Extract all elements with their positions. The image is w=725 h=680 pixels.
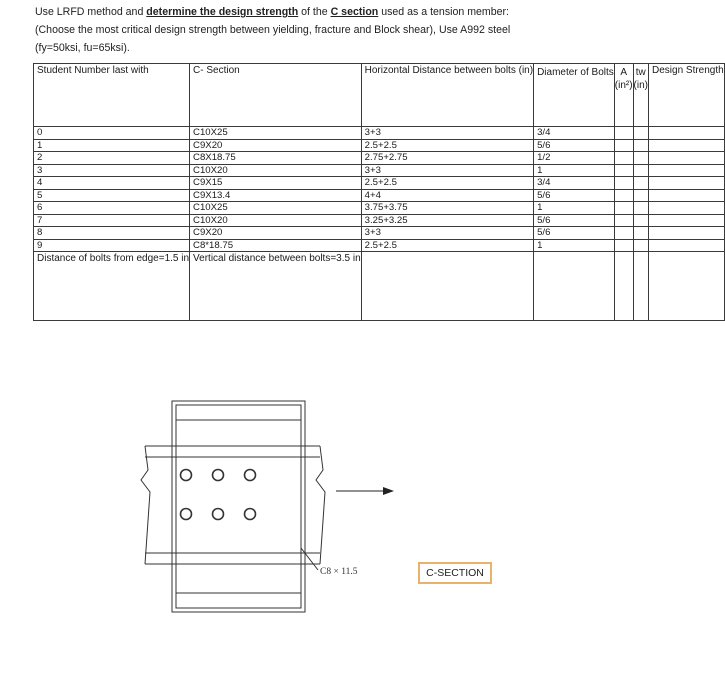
bolt-diameter-cell: 3/4 xyxy=(534,127,615,140)
web-thickness-cell xyxy=(633,139,648,152)
design-strength-cell xyxy=(649,164,725,177)
statement-text: used as a tension member: (Choose the most critical design strength between yielding, fracture and Block shear), Use A992 steel (fy=50ksi, fu=65ksi). xyxy=(35,6,511,54)
horizontal-distance-cell: 3+3 xyxy=(361,127,533,140)
header-student-number: Student Number last with xyxy=(34,64,190,127)
design-strength-cell xyxy=(649,189,725,202)
c-section-label: C-SECTION xyxy=(418,562,492,584)
member-size-label: C8 × 11.5 xyxy=(320,567,358,577)
area-cell xyxy=(614,239,633,252)
horizontal-distance-cell: 4+4 xyxy=(361,189,533,202)
design-strength-cell xyxy=(649,127,725,140)
web-thickness-cell xyxy=(633,127,648,140)
gusset-plate xyxy=(172,401,305,612)
student-number-cell: 0 xyxy=(34,127,190,140)
area-cell xyxy=(614,227,633,240)
design-strength-cell xyxy=(649,139,725,152)
area-cell xyxy=(614,127,633,140)
header-web-thickness xyxy=(633,64,648,127)
bolt-hole xyxy=(245,470,256,481)
area-cell xyxy=(614,202,633,215)
design-strength-cell xyxy=(649,177,725,190)
c-section-cell: C9X13.4 xyxy=(190,189,362,202)
bolt-diameter-cell: 5/6 xyxy=(534,189,615,202)
student-number-cell: 9 xyxy=(34,239,190,252)
header-area-symbol: A xyxy=(620,67,627,78)
bolt-diameter-cell: 5/6 xyxy=(534,214,615,227)
header-area xyxy=(614,64,633,127)
student-number-cell: 4 xyxy=(34,177,190,190)
area-cell xyxy=(614,139,633,152)
header-c-section: C- Section xyxy=(190,64,362,127)
bolt-hole xyxy=(181,509,192,520)
area-cell xyxy=(614,214,633,227)
emphasis-design-strength: determine the design strength xyxy=(146,6,299,18)
header-tw-symbol: tw xyxy=(635,67,646,78)
web-thickness-cell xyxy=(633,239,648,252)
horizontal-distance-cell: 2.5+2.5 xyxy=(361,139,533,152)
header-bolt-diameter: Diameter of Bolts xyxy=(534,64,615,127)
bolt-hole xyxy=(181,470,192,481)
member-leader-line xyxy=(301,548,318,570)
design-strength-cell xyxy=(649,239,725,252)
horizontal-distance-cell: 3+3 xyxy=(361,164,533,177)
c-section-cell: C9X20 xyxy=(190,139,362,152)
header-tw-unit: (in) xyxy=(633,80,648,91)
bolt-hole xyxy=(213,509,224,520)
student-number-cell: 7 xyxy=(34,214,190,227)
design-strength-cell xyxy=(649,214,725,227)
horizontal-distance-cell: 3.25+3.25 xyxy=(361,214,533,227)
c-section-cell: C10X20 xyxy=(190,164,362,177)
c-section-cell: C9X20 xyxy=(190,227,362,240)
area-cell xyxy=(614,177,633,190)
edge-distance-note: Distance of bolts from edge=1.5 in xyxy=(34,252,190,321)
bolt-diameter-cell: 3/4 xyxy=(534,177,615,190)
vertical-distance-note: Vertical distance between bolts=3.5 in xyxy=(190,252,362,321)
design-strength-cell xyxy=(649,227,725,240)
bolt-diameter-cell: 1 xyxy=(534,202,615,215)
header-design-strength: Design Strength xyxy=(649,64,725,127)
horizontal-distance-cell: 3.75+3.75 xyxy=(361,202,533,215)
bolt-hole xyxy=(245,509,256,520)
bolt-diameter-cell: 1/2 xyxy=(534,152,615,165)
horizontal-distance-cell: 3+3 xyxy=(361,227,533,240)
c-section-cell: C8X18.75 xyxy=(190,152,362,165)
web-thickness-cell xyxy=(633,152,648,165)
area-cell xyxy=(614,152,633,165)
c-section-cell: C8*18.75 xyxy=(190,239,362,252)
bolt-diameter-cell: 5/6 xyxy=(534,227,615,240)
web-thickness-cell xyxy=(633,227,648,240)
design-strength-cell xyxy=(649,152,725,165)
bolt-hole xyxy=(213,470,224,481)
bolt-diameter-cell: 1 xyxy=(534,164,615,177)
web-thickness-cell xyxy=(633,177,648,190)
student-number-cell: 6 xyxy=(34,202,190,215)
horizontal-distance-cell: 2.5+2.5 xyxy=(361,177,533,190)
web-thickness-cell xyxy=(633,164,648,177)
c-section-cell: C10X25 xyxy=(190,202,362,215)
header-area-unit: (in²) xyxy=(614,80,633,91)
tension-arrow xyxy=(336,487,394,495)
web-thickness-cell xyxy=(633,214,648,227)
student-number-cell: 3 xyxy=(34,164,190,177)
c-section-cell: C9X15 xyxy=(190,177,362,190)
student-number-cell: 2 xyxy=(34,152,190,165)
statement-text: of the xyxy=(298,6,331,18)
c-section-cell: C10X20 xyxy=(190,214,362,227)
student-number-cell: 5 xyxy=(34,189,190,202)
area-cell xyxy=(614,164,633,177)
statement-text: Use LRFD method and xyxy=(35,6,147,18)
student-number-cell: 8 xyxy=(34,227,190,240)
c-section-cell: C10X25 xyxy=(190,127,362,140)
area-cell xyxy=(614,189,633,202)
header-horizontal-distance: Horizontal Distance between bolts (in) xyxy=(361,64,533,127)
bolt-diameter-cell: 1 xyxy=(534,239,615,252)
web-thickness-cell xyxy=(633,189,648,202)
design-strength-cell xyxy=(649,202,725,215)
horizontal-distance-cell: 2.5+2.5 xyxy=(361,239,533,252)
bolt-diameter-cell: 5/6 xyxy=(534,139,615,152)
horizontal-distance-cell: 2.75+2.75 xyxy=(361,152,533,165)
emphasis-c-section: C section xyxy=(330,6,379,18)
web-thickness-cell xyxy=(633,202,648,215)
student-number-cell: 1 xyxy=(34,139,190,152)
